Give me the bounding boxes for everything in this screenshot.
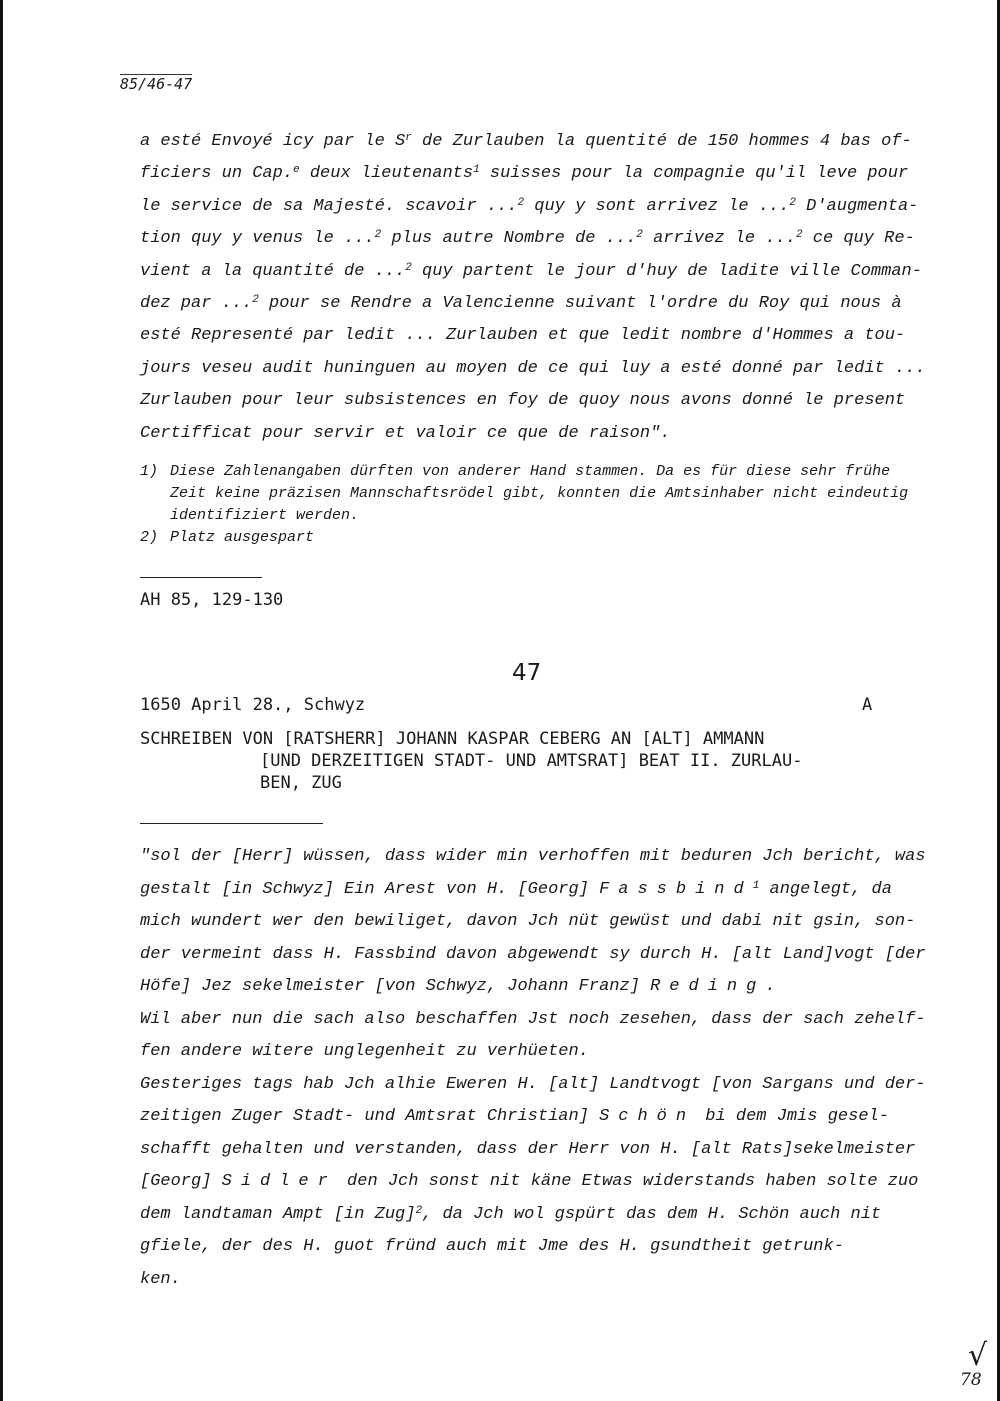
french-line bbox=[140, 191, 930, 223]
footnote-marker: 2 bbox=[795, 229, 803, 242]
text-segment: jours veseu audit huninguen au moyen de ce qui luy a esté donné par ledit ... bbox=[140, 358, 926, 378]
text-segment: quy partent le jour d'huy de ladite ville Comman- bbox=[411, 261, 922, 281]
text-segment: plus autre Nombre de ... bbox=[381, 229, 637, 249]
french-line bbox=[140, 418, 930, 450]
german-line: [Georg] Sidler den Jch sonst nit käne Etwas widerstands haben solte zuo bbox=[140, 1172, 919, 1191]
text-segment: esté Representé par ledit ... Zurlauben et que ledit nombre d'Hommes a tou- bbox=[140, 326, 906, 346]
footnote-text: Diese Zahlenangaben dürften von anderer Hand stammen. Da es für diese sehr frühe Zeit keine präzisen Mannschaftsrödel gibt, konnten die Amtsinhaber nicht eindeutig identifiziert werden. bbox=[170, 463, 909, 524]
footnotes bbox=[140, 461, 930, 549]
page-number: 78 bbox=[960, 1370, 982, 1390]
text-segment: suisses pour la compagnie qu'il leve pour bbox=[479, 164, 909, 184]
title-divider bbox=[140, 823, 323, 824]
footnote-marker: 2 bbox=[374, 229, 382, 242]
footnote-item bbox=[140, 527, 930, 549]
text-segment: Certifficat pour servir et valoir ce que de raison". bbox=[140, 423, 671, 443]
date-place: 1650 April 28., Schwyz bbox=[140, 695, 366, 715]
footnote-text: Platz ausgespart bbox=[170, 529, 315, 546]
german-line: der vermeint dass H. Fassbind davon abgewendt sy durch H. [alt Land]vogt [der bbox=[140, 944, 926, 964]
text-segment: pour se Rendre a Valencienne suivant l'ordre du Roy qui nous à bbox=[258, 294, 902, 314]
text-segment: arrivez le ... bbox=[642, 229, 796, 249]
text-segment: D'augmenta- bbox=[795, 196, 919, 216]
german-line: mich wundert wer den bewiliget, davon Jch nüt gewüst und dabi nit gsin, son- bbox=[140, 912, 916, 931]
title-line-3: BEN, ZUG bbox=[260, 773, 342, 793]
footnote-marker: e bbox=[293, 164, 300, 177]
footnote-marker: 2 bbox=[517, 196, 525, 209]
german-line: zeitigen Zuger Stadt- und Amtsrat Christian] Schön bi dem Jmis gesel- bbox=[140, 1107, 889, 1126]
footnote-marker: 2 bbox=[415, 1204, 423, 1217]
german-line: "sol der [Herr] wüssen, dass wider min verhoffen mit beduren Jch bericht, was bbox=[140, 847, 926, 866]
title-line-1: SCHREIBEN VON [RATSHERR] JOHANN KASPAR CEBERG AN [ALT] AMMANN bbox=[140, 729, 765, 749]
german-line: dem landtaman Ampt [in Zug]$^2$, da Jch wol gspürt das dem H. Schön auch nit bbox=[140, 1204, 882, 1224]
title-line-2: [UND DERZEITIGEN STADT- UND AMTSRAT] BEAT II. ZURLAU- bbox=[260, 751, 803, 771]
text-segment: Zurlauben pour leur subsistences en foy de quoy nous avons donné le present bbox=[140, 391, 906, 411]
document-title bbox=[140, 728, 930, 794]
french-line bbox=[140, 158, 930, 190]
german-line: Wil aber nun die sach also beschaffen Jst noch zesehen, dass der sach zehelf- bbox=[140, 1009, 926, 1029]
source-reference: AH 85, 129-130 bbox=[140, 590, 284, 610]
german-line: gfiele, der des H. guot fründ auch mit Jme des H. gsundtheit getrunk- bbox=[140, 1237, 844, 1256]
spaced-name-sidler: Sidler bbox=[221, 1172, 337, 1191]
text-segment: ficiers un Cap. bbox=[140, 164, 294, 184]
german-line: Gesteriges tags hab Jch alhie Eweren H. [alt] Landtvogt [von Sargans und der- bbox=[140, 1074, 926, 1094]
text-segment: dez par ... bbox=[140, 294, 253, 314]
german-line: schafft gehalten und verstanden, dass der Herr von H. [alt Rats]sekelmeister bbox=[140, 1139, 916, 1159]
spaced-name-schoen: Schön bbox=[599, 1107, 696, 1126]
german-line: Höfe] Jez sekelmeister [von Schwyz, Johann Franz] Reding. bbox=[140, 977, 776, 996]
french-line bbox=[140, 223, 930, 255]
french-line bbox=[140, 126, 930, 158]
german-letter-text bbox=[140, 841, 930, 1296]
footnote-marker: 2 bbox=[405, 261, 412, 274]
french-line bbox=[140, 320, 930, 352]
text-segment: tion quy y venus le ... bbox=[140, 229, 375, 249]
footnote-item bbox=[140, 461, 930, 527]
text-segment: ce quy Re- bbox=[802, 229, 915, 249]
french-certificate-text bbox=[140, 126, 930, 450]
checkmark-icon: √ bbox=[968, 1338, 988, 1373]
text-segment: deux lieutenants bbox=[299, 164, 474, 184]
french-line bbox=[140, 256, 930, 288]
german-line: fen andere witere unglegenheit zu verhüeten. bbox=[140, 1042, 589, 1061]
spaced-name-reding: Reding bbox=[650, 977, 766, 996]
text-segment: de Zurlauben la quentité de 150 hommes 4 bas of- bbox=[411, 132, 912, 151]
scan-edge-left bbox=[0, 0, 3, 1401]
footnote-marker: 2 bbox=[252, 294, 259, 307]
german-line: gestalt [in Schwyz] Ein Arest von H. [Georg] Fassbind$^1$ angelegt, da bbox=[140, 879, 892, 899]
reference-number: 85/46-47 bbox=[120, 75, 193, 93]
text-segment: a esté Envoyé icy par le S bbox=[140, 132, 406, 151]
footnote-marker: 2 bbox=[636, 229, 643, 242]
spaced-name-fassbind: Fassbind bbox=[599, 879, 753, 899]
footnote-number: 1) bbox=[140, 463, 159, 480]
german-line: ken. bbox=[140, 1269, 181, 1289]
french-line bbox=[140, 353, 930, 385]
french-line bbox=[140, 385, 930, 417]
text-segment: quy y sont arrivez le ... bbox=[524, 196, 790, 216]
footnote-marker: 1 bbox=[473, 164, 480, 177]
footnote-marker: 1 bbox=[752, 879, 760, 892]
section-divider bbox=[140, 577, 262, 578]
footnote-number: 2) bbox=[140, 529, 159, 546]
french-line bbox=[140, 288, 930, 320]
footnote-marker: 2 bbox=[789, 196, 796, 209]
footnote-marker: r bbox=[405, 132, 412, 144]
letter-code: A bbox=[862, 695, 873, 715]
text-segment: le service de sa Majesté. scavoir ... bbox=[140, 196, 518, 216]
document-number: 47 bbox=[512, 660, 542, 686]
text-segment: vient a la quantité de ... bbox=[140, 261, 406, 281]
